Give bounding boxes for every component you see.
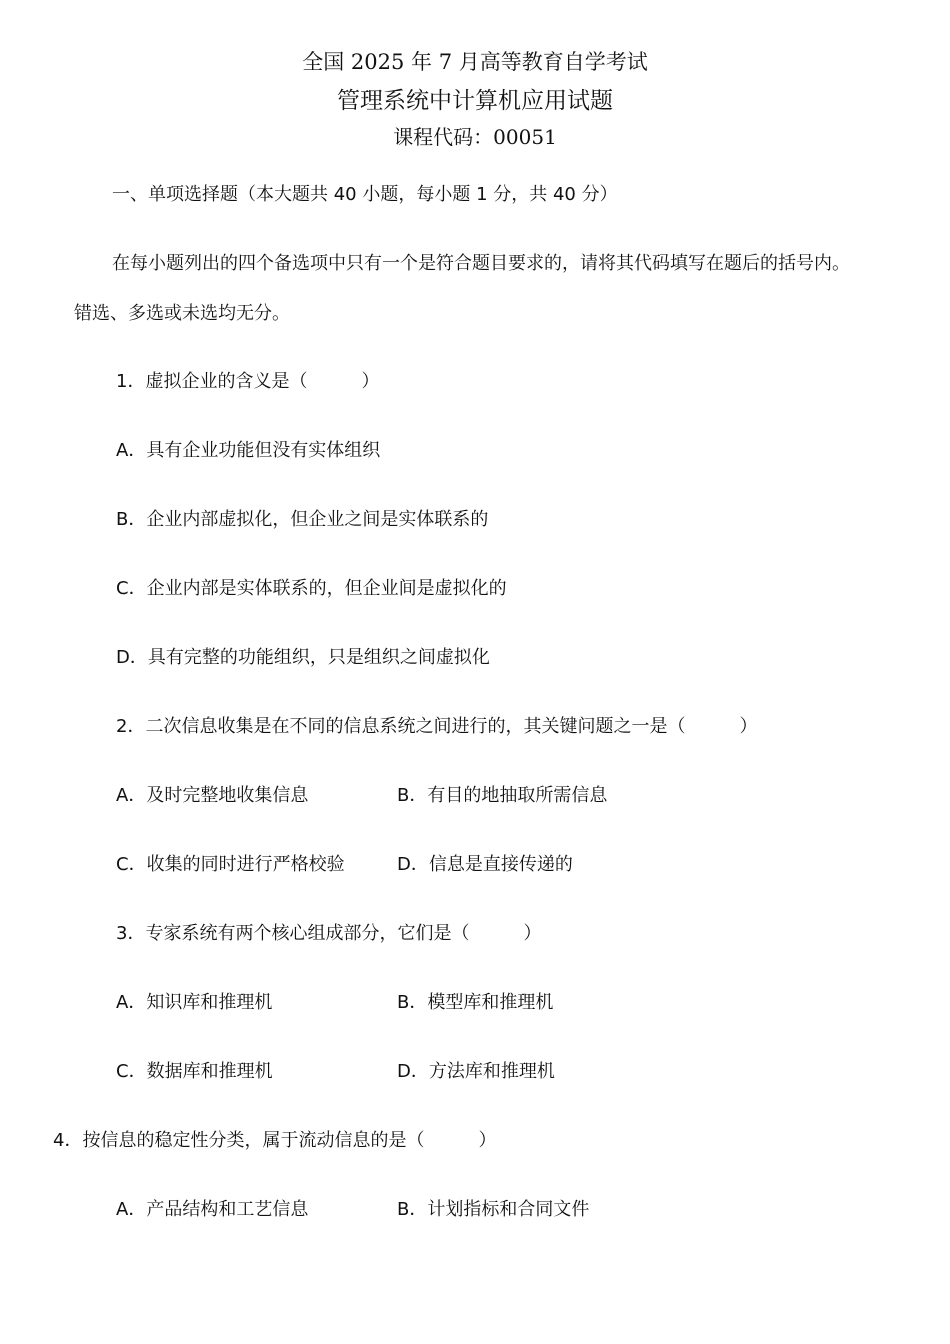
option-c: C．收集的同时进行严格校验 bbox=[116, 854, 345, 875]
option-b: B．模型库和推理机 bbox=[397, 992, 554, 1013]
question-stem: 1．虚拟企业的含义是（ ） bbox=[116, 371, 380, 392]
option-a: A．知识库和推理机 bbox=[116, 992, 273, 1013]
section-heading: 一、单项选择题（本大题共 40 小题，每小题 1 分，共 40 分） bbox=[112, 184, 618, 205]
option-d: D．信息是直接传递的 bbox=[397, 854, 573, 875]
option-b: B．企业内部虚拟化，但企业之间是实体联系的 bbox=[116, 509, 489, 530]
option-b: B．计划指标和合同文件 bbox=[397, 1199, 590, 1220]
subject-title: 管理系统中计算机应用试题 bbox=[337, 88, 613, 114]
question-stem: 3．专家系统有两个核心组成部分，它们是（ ） bbox=[116, 923, 542, 944]
instruction-line: 错选、多选或未选均无分。 bbox=[74, 303, 290, 324]
instruction-line: 在每小题列出的四个备选项中只有一个是符合题目要求的，请将其代码填写在题后的括号内。 bbox=[112, 253, 850, 274]
question-stem: 2．二次信息收集是在不同的信息系统之间进行的，其关键问题之一是（ ） bbox=[116, 716, 758, 737]
option-c: C．数据库和推理机 bbox=[116, 1061, 273, 1082]
question-stem: 4．按信息的稳定性分类，属于流动信息的是（ ） bbox=[53, 1130, 497, 1151]
option-b: B．有目的地抽取所需信息 bbox=[397, 785, 608, 806]
option-a: A．及时完整地收集信息 bbox=[116, 785, 309, 806]
option-a: A．具有企业功能但没有实体组织 bbox=[116, 440, 381, 461]
exam-title: 全国 2025 年 7 月高等教育自学考试 bbox=[302, 50, 648, 74]
option-d: D．方法库和推理机 bbox=[397, 1061, 555, 1082]
course-code: 课程代码：00051 bbox=[393, 125, 557, 149]
option-a: A．产品结构和工艺信息 bbox=[116, 1199, 309, 1220]
option-d: D．具有完整的功能组织，只是组织之间虚拟化 bbox=[116, 647, 490, 668]
option-c: C．企业内部是实体联系的，但企业间是虚拟化的 bbox=[116, 578, 507, 599]
